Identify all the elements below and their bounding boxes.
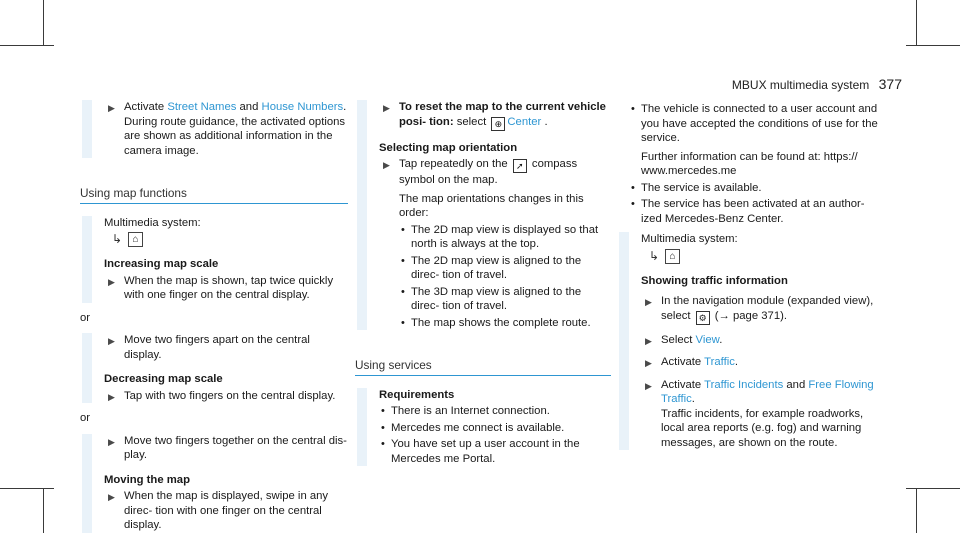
list-item: • The service is available. <box>631 181 762 194</box>
list-item: • The map shows the complete route. <box>401 316 591 329</box>
path-arrow-icon: ↳ <box>649 248 660 263</box>
step: ▶ In the navigation module (expanded view), select ⚙ (→ page 371). <box>645 295 874 323</box>
step: ▶ Activate Traffic. <box>641 355 885 370</box>
column-2 <box>355 100 611 466</box>
step-arrow-icon: ▶ <box>645 335 652 346</box>
step: ▶ Move two fingers apart on the central display. <box>108 334 310 361</box>
list-item: • The 3D map view is aligned to the direc- tion of travel. <box>401 285 582 312</box>
list-item: • You have set up a user account in the Mercedes me Portal. <box>381 438 580 465</box>
traffic-link[interactable]: Traffic <box>704 356 735 368</box>
requirements-continued <box>617 102 885 226</box>
crop-mark <box>43 0 44 46</box>
list-item: • There is an Internet connection. <box>381 405 550 417</box>
view-link[interactable]: View <box>695 333 720 346</box>
crop-mark <box>916 0 917 46</box>
page-number: 377 <box>878 76 902 92</box>
or-label: or <box>80 311 91 324</box>
step-arrow-icon: ▶ <box>383 160 390 170</box>
home-icon: ⌂ <box>128 232 143 247</box>
step-arrow-icon: ▶ <box>383 103 390 113</box>
step-arrow-icon: ▶ <box>108 492 115 502</box>
instruction-block <box>82 100 348 158</box>
path-arrow-icon: ↳ <box>112 232 123 247</box>
street-names-link[interactable]: Street Names <box>167 101 237 113</box>
header-title: MBUX multimedia system <box>731 78 870 92</box>
step-reset-map: ▶ To reset the map to the current vehicle posi- tion: select ⊕ Center . <box>383 101 606 129</box>
menu-path <box>641 249 885 264</box>
free-flowing-traffic-link[interactable]: Free Flowing Traffic <box>661 378 874 405</box>
orders-text: The map orientations changes in this order: <box>399 192 584 219</box>
page-header <box>732 76 902 92</box>
step-arrow-icon: ▶ <box>645 297 652 307</box>
instruction-block <box>619 232 885 450</box>
or-label: or <box>80 412 91 424</box>
crop-mark <box>0 488 54 489</box>
step: ▶ Activate Traffic Incidents and Free Flowing Traffic. Traffic incidents, for example roadworks, local area reports (e.g. fog) and warning messages, are shown on the route. <box>641 378 885 451</box>
settings-gear-icon: ⚙ <box>696 311 710 325</box>
step: ▶ When the map is displayed, swipe in any direc- tion with one finger on the central display. <box>108 490 329 531</box>
list-item: • The vehicle is connected to a user account and you have accepted the conditions of use for the service. Further information can be found at: https:// www.mercedes.me <box>629 102 885 179</box>
compass-icon: ➚ <box>513 159 527 173</box>
step-arrow-icon: ▶ <box>645 358 652 368</box>
crop-mark <box>43 488 44 533</box>
step-arrow-icon: ▶ <box>108 103 115 113</box>
step-description: During route guidance, the activated options are shown as additional information in the camera image. <box>124 115 346 157</box>
crop-mark <box>916 488 917 533</box>
sub-heading: Increasing map scale <box>104 258 219 270</box>
instruction-block <box>357 100 611 330</box>
crop-mark <box>906 45 960 46</box>
instruction-block <box>82 333 348 403</box>
section-title-services: Using services <box>355 358 611 376</box>
sub-heading: Decreasing map scale <box>104 373 223 385</box>
step-description: Traffic incidents, for example roadworks, local area reports (e.g. fog) and warning messages, are shown on the route. <box>661 407 864 449</box>
instruction-block <box>82 434 348 533</box>
sub-heading: Showing traffic information <box>641 274 788 287</box>
house-numbers-link[interactable]: House Numbers <box>261 101 344 113</box>
center-link[interactable]: Center <box>507 115 542 128</box>
crosshair-icon: ⊕ <box>491 117 505 131</box>
list-item: • The 2D map view is displayed so that north is always at the top. <box>401 223 599 250</box>
traffic-incidents-link[interactable]: Traffic Incidents <box>704 378 784 391</box>
section-title-map-functions: Using map functions <box>80 186 348 204</box>
step: ▶ Move two fingers together on the central dis- play. <box>108 434 347 461</box>
crop-mark <box>0 45 54 46</box>
list-item: • The service has been activated at an author- ized Mercedes-Benz Center. <box>631 198 865 225</box>
sub-heading: Selecting map orientation <box>379 141 518 154</box>
step-arrow-icon: ▶ <box>108 336 115 346</box>
multimedia-label: Multimedia system: <box>104 216 201 229</box>
step-activate-street-names: ▶ Activate Street Names and House Numbers. During route guidance, the activated options are shown as additional information in the camera image. <box>108 101 347 157</box>
column-1 <box>80 100 348 533</box>
list-item: • The 2D map view is aligned to the direc- tion of travel. <box>401 254 582 281</box>
column-3 <box>617 100 885 450</box>
step: ▶ When the map is shown, tap twice quickly with one finger on the central display. <box>108 274 334 301</box>
step-arrow-icon: ▶ <box>108 391 115 402</box>
crop-mark <box>906 488 960 489</box>
step: ▶ Tap repeatedly on the ➚ compass symbol on the map. The map orientations changes in this order: • The 2D map view is displayed so that north is always at the top. • The 2D map view is aligned to the direc- tion of travel. • The 3D map view is aligned to the direc- tion of travel. • The map shows the complete route. <box>379 157 611 330</box>
home-icon: ⌂ <box>665 249 680 264</box>
step: ▶ Tap with two fingers on the central display. <box>104 389 348 404</box>
instruction-block <box>82 216 348 303</box>
step: ▶ Select View. <box>641 333 885 348</box>
step-arrow-icon: ▶ <box>645 380 652 391</box>
step-arrow-icon: ▶ <box>108 276 115 287</box>
sub-heading: Requirements <box>379 388 455 401</box>
requirements-block <box>357 388 611 467</box>
step-arrow-icon: ▶ <box>108 436 115 447</box>
further-info: Further information can be found at: https:// www.mercedes.me <box>641 150 858 177</box>
menu-path <box>104 232 348 247</box>
sub-heading: Moving the map <box>104 473 190 486</box>
multimedia-label: Multimedia system: <box>641 233 738 245</box>
list-item: • Mercedes me connect is available. <box>381 421 565 434</box>
